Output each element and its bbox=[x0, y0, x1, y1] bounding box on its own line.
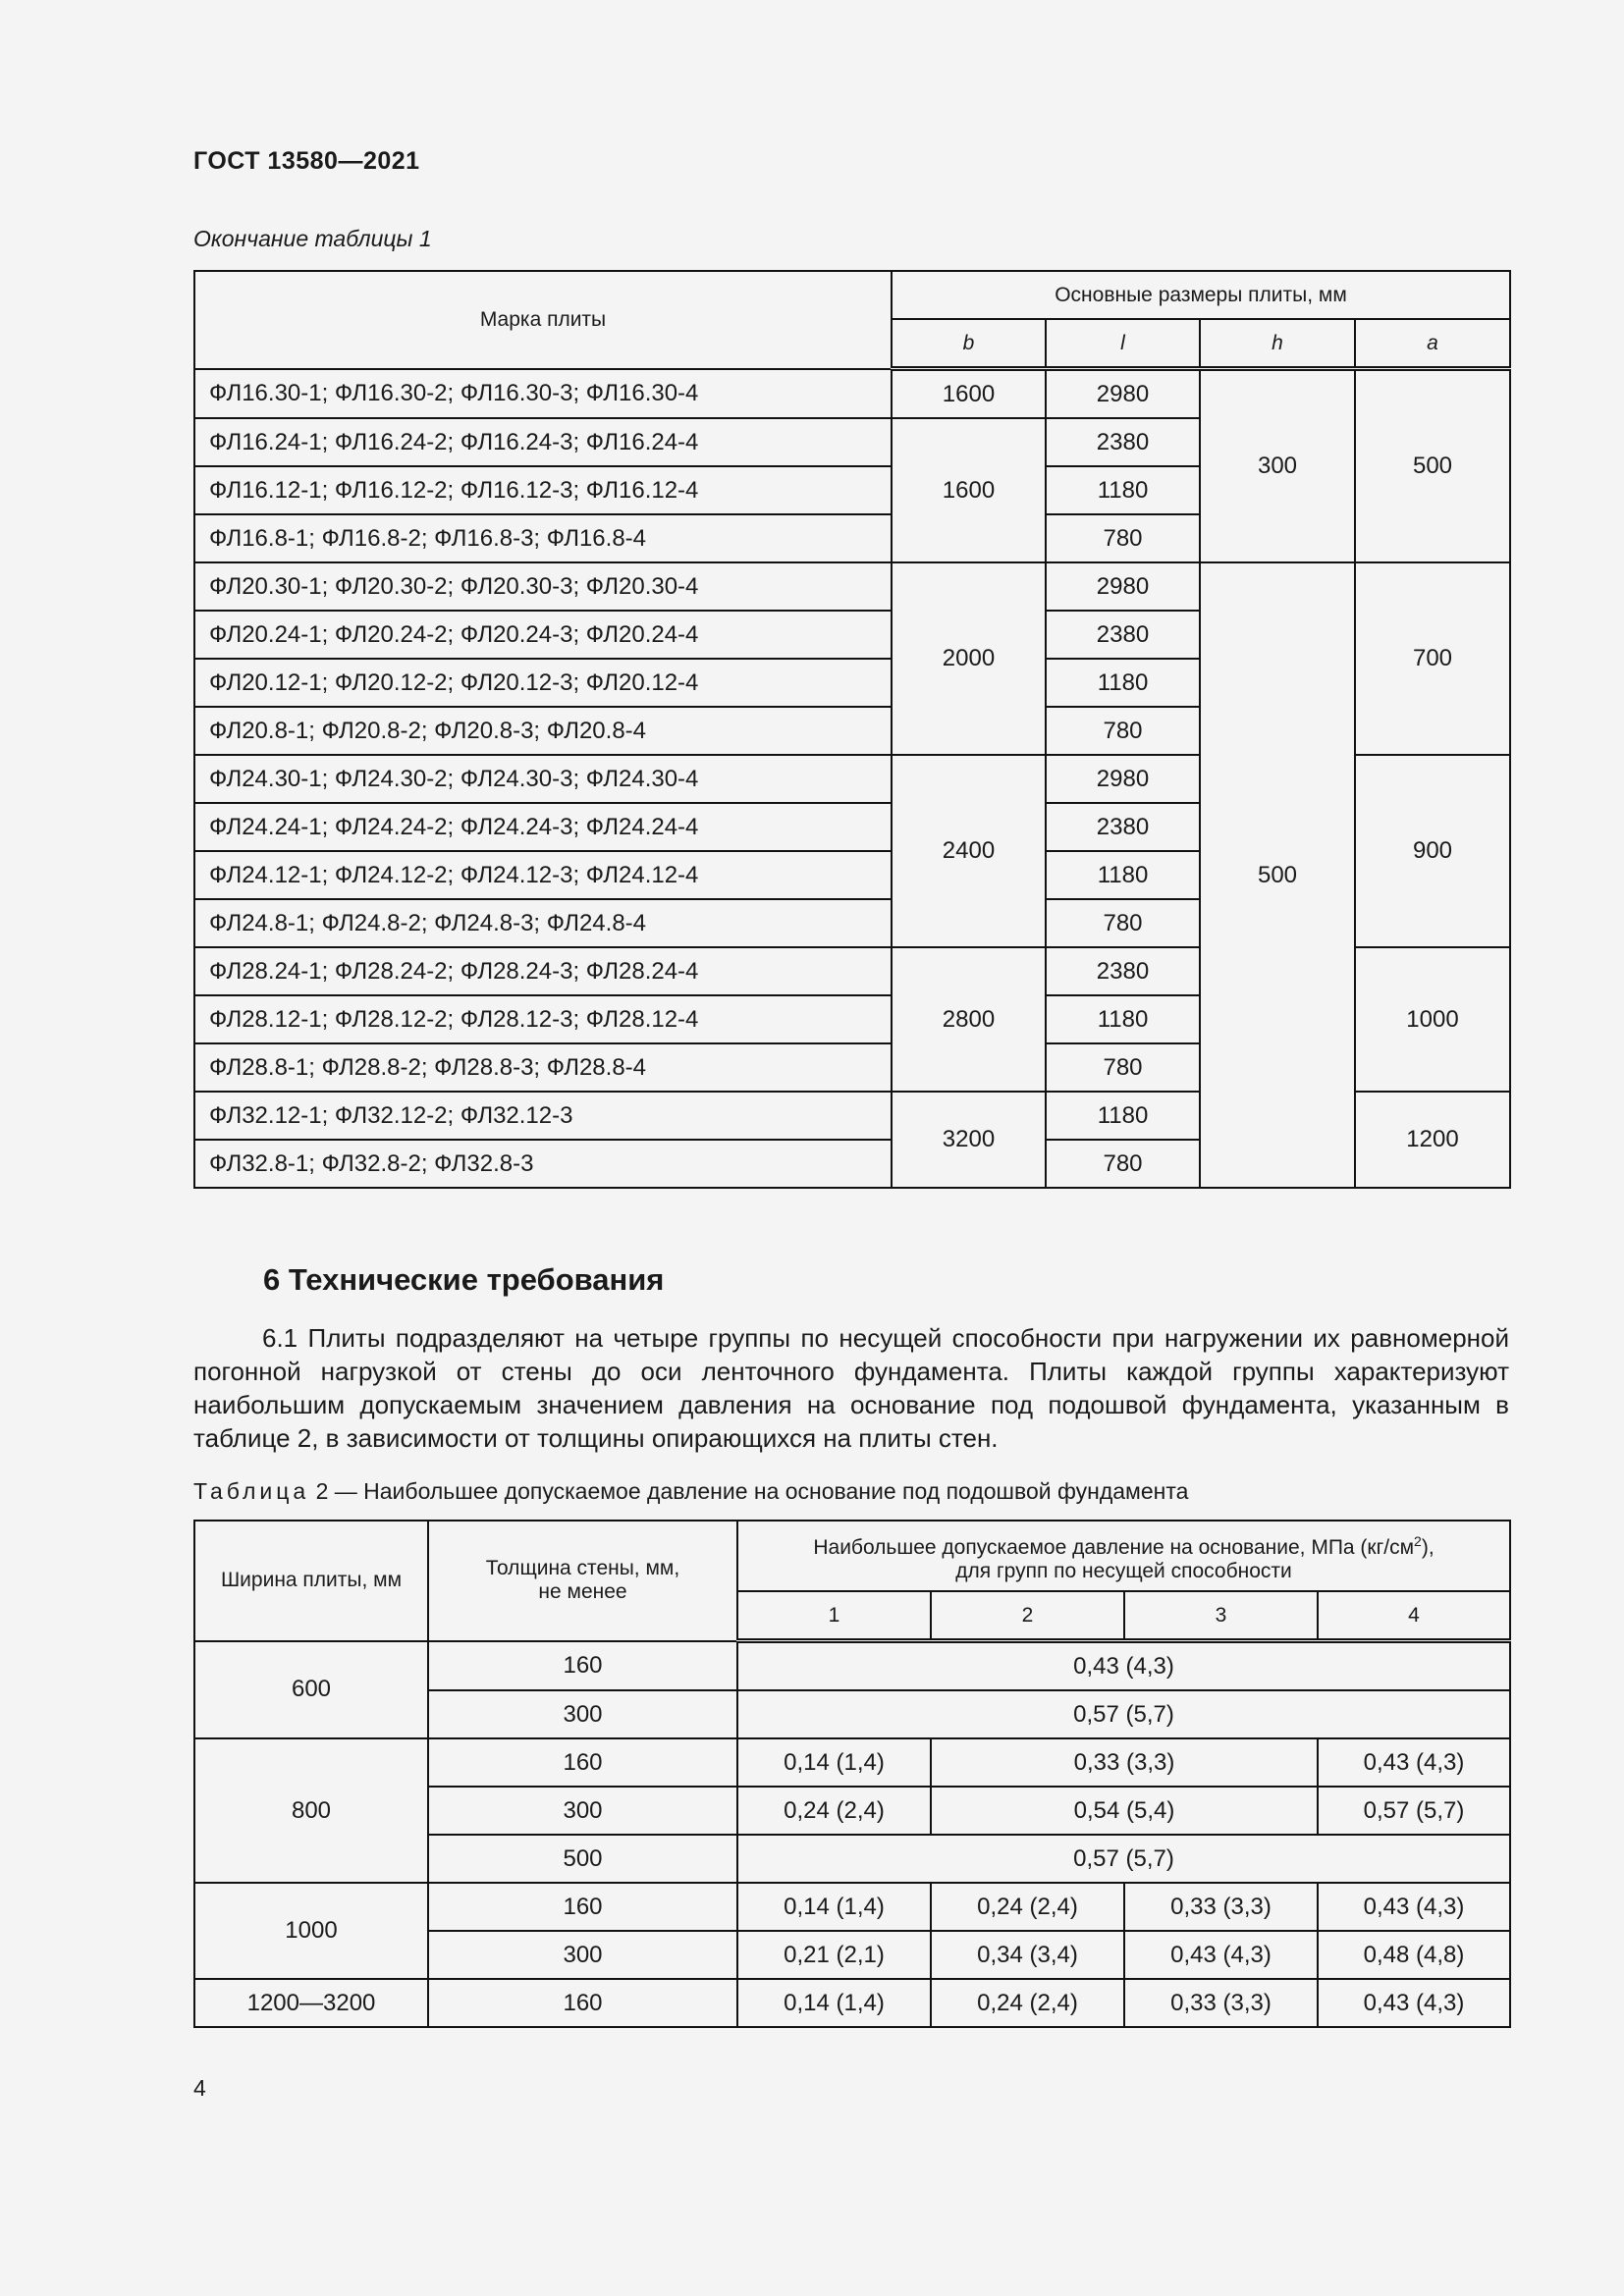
pressure-table bbox=[193, 1520, 1511, 2028]
pressure-value: 0,48 (4,8) bbox=[1318, 1931, 1510, 1979]
pressure-value: 0,43 (4,3) bbox=[1124, 1931, 1318, 1979]
l-value: 2380 bbox=[1046, 947, 1200, 995]
document-code: ГОСТ 13580—2021 bbox=[193, 147, 420, 175]
l-value: 780 bbox=[1046, 1043, 1200, 1092]
plate-mark: ФЛ16.12-1; ФЛ16.12-2; ФЛ16.12-3; ФЛ16.12-4 bbox=[194, 466, 892, 514]
group-3-header: 3 bbox=[1124, 1591, 1318, 1641]
b-value: 1600 bbox=[892, 418, 1046, 562]
pressure-value: 0,14 (1,4) bbox=[737, 1883, 931, 1931]
a-value: 900 bbox=[1355, 755, 1510, 947]
table-row bbox=[194, 369, 1510, 419]
plate-mark: ФЛ28.24-1; ФЛ28.24-2; ФЛ28.24-3; ФЛ28.24-4 bbox=[194, 947, 892, 995]
b-value: 2800 bbox=[892, 947, 1046, 1092]
l-value: 2380 bbox=[1046, 611, 1200, 659]
wall-value: 300 bbox=[428, 1690, 737, 1738]
l-value: 780 bbox=[1046, 707, 1200, 755]
table-row bbox=[194, 562, 1510, 611]
pressure-value: 0,33 (3,3) bbox=[1124, 1979, 1318, 2027]
a-value: 1000 bbox=[1355, 947, 1510, 1092]
pressure-value: 0,33 (3,3) bbox=[1124, 1883, 1318, 1931]
b-value: 3200 bbox=[892, 1092, 1046, 1188]
plate-mark: ФЛ16.8-1; ФЛ16.8-2; ФЛ16.8-3; ФЛ16.8-4 bbox=[194, 514, 892, 562]
col-pressure-line1-end: ), bbox=[1421, 1535, 1435, 1559]
pressure-value: 0,54 (5,4) bbox=[931, 1787, 1318, 1835]
pressure-value: 0,14 (1,4) bbox=[737, 1738, 931, 1787]
pressure-value: 0,21 (2,1) bbox=[737, 1931, 931, 1979]
section-title: 6 Технические требования bbox=[263, 1262, 665, 1297]
table-row bbox=[194, 1883, 1510, 1931]
table2-caption-text: 2 — Наибольшее допускаемое давление на основание под подошвой фундамента bbox=[309, 1478, 1189, 1504]
col-a-header: a bbox=[1355, 319, 1510, 369]
b-value: 1600 bbox=[892, 369, 1046, 419]
a-value: 500 bbox=[1355, 369, 1510, 563]
table-header-row bbox=[194, 271, 1510, 319]
plate-mark: ФЛ28.8-1; ФЛ28.8-2; ФЛ28.8-3; ФЛ28.8-4 bbox=[194, 1043, 892, 1092]
col-pressure-sup: 2 bbox=[1414, 1532, 1422, 1549]
col-l-header: l bbox=[1046, 319, 1200, 369]
b-value: 2400 bbox=[892, 755, 1046, 947]
pressure-value: 0,33 (3,3) bbox=[931, 1738, 1318, 1787]
h-value: 300 bbox=[1200, 369, 1355, 563]
col-wall-header bbox=[428, 1521, 737, 1641]
table2-caption-word: Таблица bbox=[193, 1478, 310, 1504]
l-value: 1180 bbox=[1046, 466, 1200, 514]
plate-mark: ФЛ20.12-1; ФЛ20.12-2; ФЛ20.12-3; ФЛ20.12-4 bbox=[194, 659, 892, 707]
col-pressure-line2: для групп по несущей способности bbox=[955, 1559, 1292, 1582]
pressure-value: 0,43 (4,3) bbox=[1318, 1979, 1510, 2027]
table-row bbox=[194, 1641, 1510, 1691]
page-number: 4 bbox=[193, 2075, 206, 2101]
pressure-value: 0,34 (3,4) bbox=[931, 1931, 1124, 1979]
l-value: 2980 bbox=[1046, 369, 1200, 419]
b-value: 2000 bbox=[892, 562, 1046, 755]
width-value: 1000 bbox=[194, 1883, 428, 1979]
wall-value: 160 bbox=[428, 1738, 737, 1787]
l-value: 2380 bbox=[1046, 418, 1200, 466]
wall-value: 160 bbox=[428, 1641, 737, 1691]
table-row bbox=[194, 1738, 1510, 1787]
h-value: 500 bbox=[1200, 562, 1355, 1188]
col-width-header: Ширина плиты, мм bbox=[194, 1521, 428, 1641]
paragraph-text: 6.1 Плиты подразделяют на четыре группы по несущей способности при нагружении их равномерной погонной нагрузкой от стены до оси ленточного фундамента. Плиты каждой группы характеризуют наибольшим допускаемым значением давления на основание под подошвой фундамента, указанным в таблице 2, в зависимости от толщины опирающихся на плиты стен. bbox=[193, 1323, 1509, 1453]
a-value: 1200 bbox=[1355, 1092, 1510, 1188]
plate-mark: ФЛ32.12-1; ФЛ32.12-2; ФЛ32.12-3 bbox=[194, 1092, 892, 1140]
plate-mark: ФЛ24.24-1; ФЛ24.24-2; ФЛ24.24-3; ФЛ24.24-4 bbox=[194, 803, 892, 851]
table1-caption: Окончание таблицы 1 bbox=[193, 226, 432, 251]
wall-value: 160 bbox=[428, 1883, 737, 1931]
pressure-value: 0,57 (5,7) bbox=[1318, 1787, 1510, 1835]
pressure-value: 0,24 (2,4) bbox=[737, 1787, 931, 1835]
pressure-value: 0,43 (4,3) bbox=[1318, 1883, 1510, 1931]
pressure-value: 0,24 (2,4) bbox=[931, 1883, 1124, 1931]
group-4-header: 4 bbox=[1318, 1591, 1510, 1641]
group-1-header: 1 bbox=[737, 1591, 931, 1641]
col-dimensions-header: Основные размеры плиты, мм bbox=[892, 271, 1510, 319]
col-b-header: b bbox=[892, 319, 1046, 369]
pressure-value: 0,57 (5,7) bbox=[737, 1690, 1510, 1738]
plate-mark: ФЛ16.30-1; ФЛ16.30-2; ФЛ16.30-3; ФЛ16.30-4 bbox=[194, 369, 892, 419]
plate-dimensions-table bbox=[193, 270, 1511, 1189]
l-value: 780 bbox=[1046, 514, 1200, 562]
plate-mark: ФЛ20.24-1; ФЛ20.24-2; ФЛ20.24-3; ФЛ20.24-4 bbox=[194, 611, 892, 659]
l-value: 1180 bbox=[1046, 851, 1200, 899]
l-value: 2380 bbox=[1046, 803, 1200, 851]
group-2-header: 2 bbox=[931, 1591, 1124, 1641]
pressure-value: 0,57 (5,7) bbox=[737, 1835, 1510, 1883]
table2-caption bbox=[193, 1478, 1188, 1505]
col-pressure-header bbox=[737, 1521, 1510, 1591]
table-header-row bbox=[194, 1521, 1510, 1591]
plate-mark: ФЛ24.12-1; ФЛ24.12-2; ФЛ24.12-3; ФЛ24.12-4 bbox=[194, 851, 892, 899]
col-pressure-line1: Наибольшее допускаемое давление на основание, МПа (кг/см bbox=[813, 1535, 1415, 1559]
col-wall-line2: не менее bbox=[538, 1580, 627, 1604]
plate-mark: ФЛ24.30-1; ФЛ24.30-2; ФЛ24.30-3; ФЛ24.30-4 bbox=[194, 755, 892, 803]
width-value: 1200—3200 bbox=[194, 1979, 428, 2027]
l-value: 2980 bbox=[1046, 562, 1200, 611]
plate-mark: ФЛ32.8-1; ФЛ32.8-2; ФЛ32.8-3 bbox=[194, 1140, 892, 1188]
width-value: 600 bbox=[194, 1641, 428, 1739]
plate-mark: ФЛ24.8-1; ФЛ24.8-2; ФЛ24.8-3; ФЛ24.8-4 bbox=[194, 899, 892, 947]
width-value: 800 bbox=[194, 1738, 428, 1883]
wall-value: 500 bbox=[428, 1835, 737, 1883]
l-value: 780 bbox=[1046, 899, 1200, 947]
col-h-header: h bbox=[1200, 319, 1355, 369]
l-value: 780 bbox=[1046, 1140, 1200, 1188]
plate-mark: ФЛ20.30-1; ФЛ20.30-2; ФЛ20.30-3; ФЛ20.30-4 bbox=[194, 562, 892, 611]
wall-value: 300 bbox=[428, 1931, 737, 1979]
l-value: 2980 bbox=[1046, 755, 1200, 803]
col-mark-header: Марка плиты bbox=[194, 271, 892, 369]
pressure-value: 0,24 (2,4) bbox=[931, 1979, 1124, 2027]
plate-mark: ФЛ20.8-1; ФЛ20.8-2; ФЛ20.8-3; ФЛ20.8-4 bbox=[194, 707, 892, 755]
plate-mark: ФЛ28.12-1; ФЛ28.12-2; ФЛ28.12-3; ФЛ28.12-4 bbox=[194, 995, 892, 1043]
col-wall-line1: Толщина стены, мм, bbox=[485, 1557, 680, 1580]
l-value: 1180 bbox=[1046, 659, 1200, 707]
table-row bbox=[194, 1979, 1510, 2027]
pressure-value: 0,14 (1,4) bbox=[737, 1979, 931, 2027]
l-value: 1180 bbox=[1046, 1092, 1200, 1140]
wall-value: 300 bbox=[428, 1787, 737, 1835]
l-value: 1180 bbox=[1046, 995, 1200, 1043]
paragraph-6-1 bbox=[193, 1321, 1509, 1455]
plate-mark: ФЛ16.24-1; ФЛ16.24-2; ФЛ16.24-3; ФЛ16.24-4 bbox=[194, 418, 892, 466]
pressure-value: 0,43 (4,3) bbox=[737, 1641, 1510, 1691]
pressure-value: 0,43 (4,3) bbox=[1318, 1738, 1510, 1787]
a-value: 700 bbox=[1355, 562, 1510, 755]
wall-value: 160 bbox=[428, 1979, 737, 2027]
